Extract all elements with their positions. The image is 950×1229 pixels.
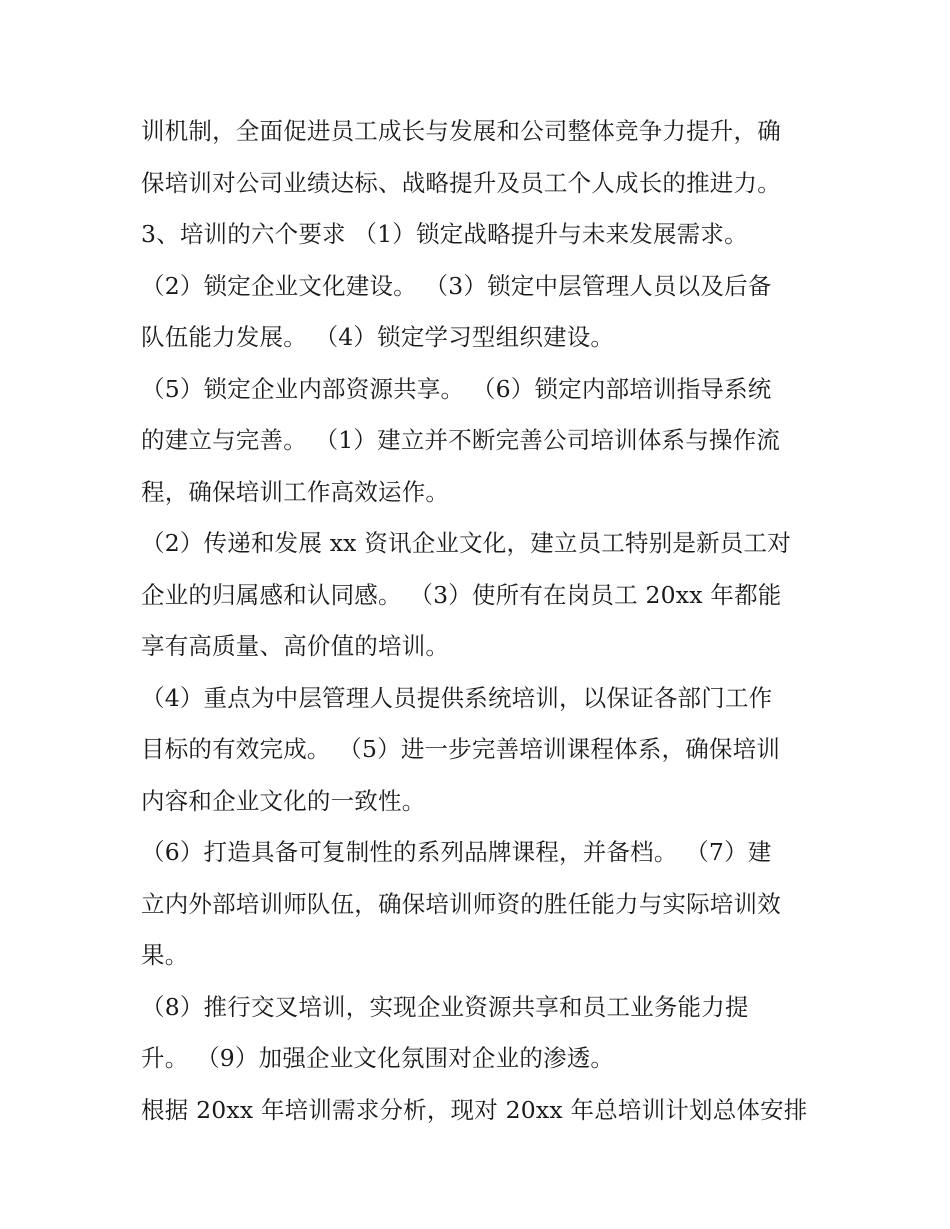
- text-line: （8）推行交叉培训，实现企业资源共享和员工业务能力提: [141, 992, 749, 1021]
- text-line: 立内外部培训师队伍，确保培训师资的胜任能力与实际培训效: [141, 889, 781, 918]
- text-line: 目标的有效完成。 （5）进一步完善培训课程体系，确保培训: [141, 735, 781, 763]
- text-line: （6）打造具备可复制性的系列品牌课程，并备档。 （7）建: [141, 838, 772, 866]
- text-line: 保培训对公司业绩达标、战略提升及员工个人成长的推进力。: [141, 168, 781, 197]
- text-line: （2）传递和发展 xx 资讯企业文化，建立员工特别是新员工对: [141, 529, 791, 557]
- body-text: [141, 106, 821, 1136]
- text-line: 企业的归属感和认同感。 （3）使所有在岗员工 20xx 年都能: [141, 580, 782, 609]
- text-line: 队伍能力发展。 （4）锁定学习型组织建设。: [141, 323, 615, 351]
- text-line: 根据 20xx 年培训需求分析，现对 20xx 年总培训计划总体安排: [141, 1095, 808, 1124]
- text-line: 程，确保培训工作高效运作。: [141, 477, 450, 506]
- text-line: 训机制，全面促进员工成长与发展和公司整体竞争力提升，确: [141, 117, 781, 145]
- text-line: 3、培训的六个要求 （1）锁定战略提升与未来发展需求。: [141, 220, 748, 248]
- text-line: （2）锁定企业文化建设。 （3）锁定中层管理人员以及后备: [141, 271, 772, 300]
- text-line: （5）锁定企业内部资源共享。 （6）锁定内部培训指导系统: [141, 374, 772, 403]
- text-line: （4）重点为中层管理人员提供系统培训，以保证各部门工作: [141, 683, 773, 712]
- text-line: 果。: [141, 941, 189, 969]
- text-line: 享有高质量、高价值的培训。: [141, 632, 450, 660]
- text-line: 的建立与完善。 （1）建立并不断完善公司培训体系与操作流: [141, 426, 781, 454]
- text-line: 内容和企业文化的一致性。: [141, 786, 426, 815]
- text-line: 升。 （9）加强企业文化氛围对企业的渗透。: [141, 1044, 615, 1072]
